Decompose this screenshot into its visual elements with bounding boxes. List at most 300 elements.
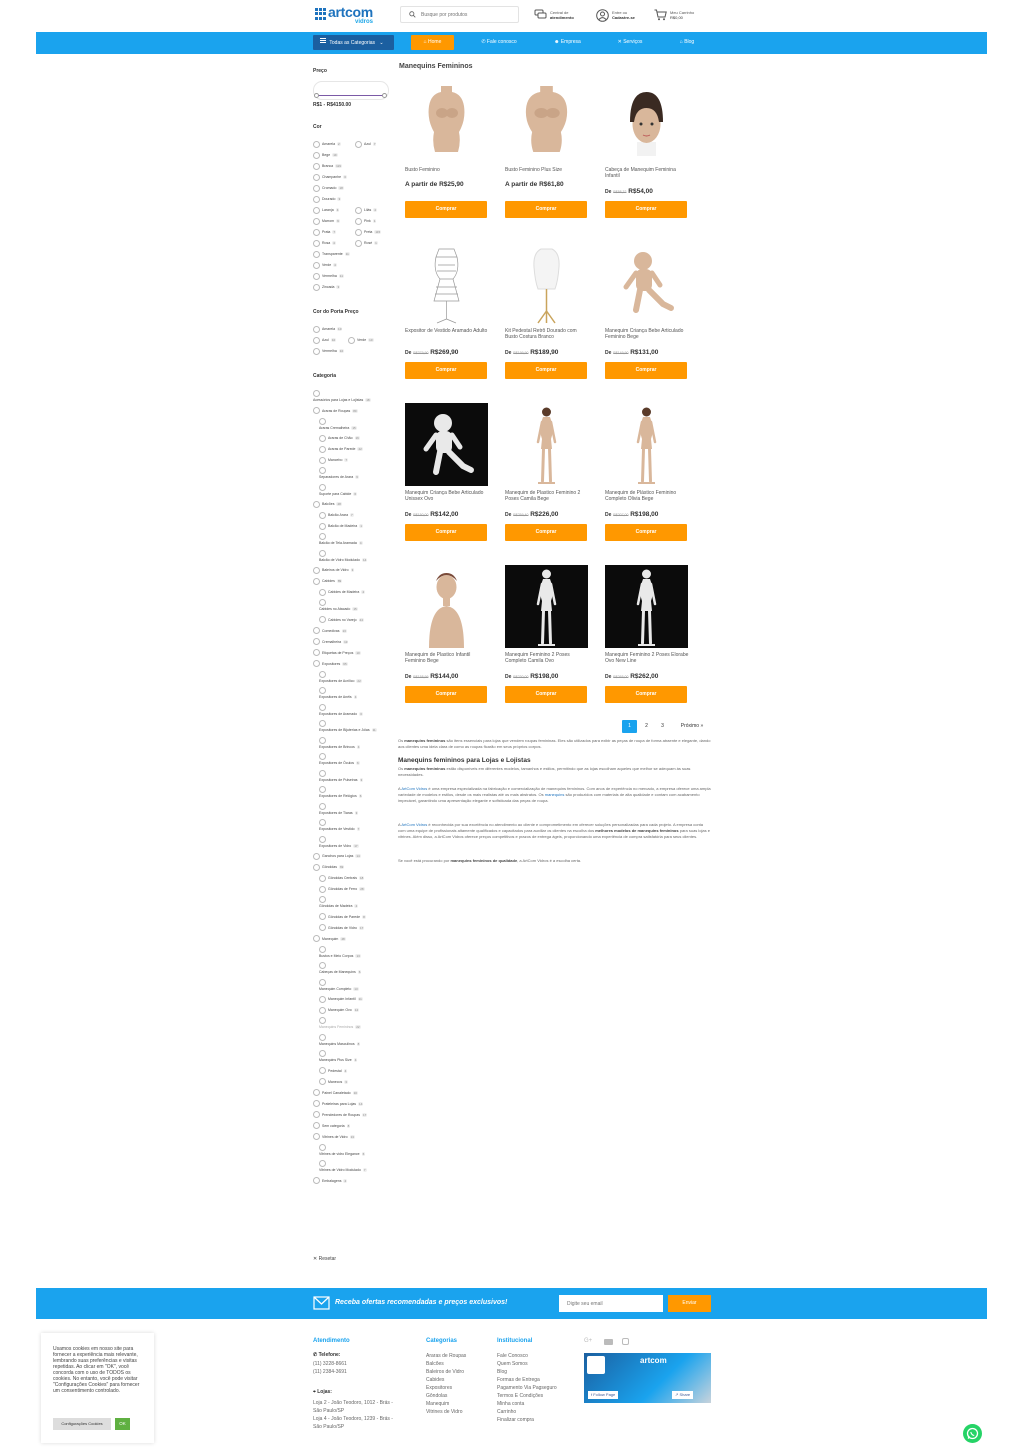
product-name[interactable]: Manequim de Plastico Feminino 2 Poses Camila Bege [505, 490, 581, 502]
filter-radio[interactable] [319, 418, 326, 425]
filter-option[interactable] [319, 445, 363, 453]
filter-option[interactable] [313, 173, 347, 181]
filter-option[interactable] [319, 962, 377, 974]
filter-option[interactable] [319, 522, 363, 530]
filter-option[interactable] [319, 434, 360, 442]
filter-option[interactable] [319, 737, 377, 749]
filter-option[interactable] [313, 1133, 355, 1141]
filter-option[interactable] [319, 786, 377, 798]
filter-option[interactable] [313, 1089, 358, 1097]
filter-option[interactable] [313, 162, 342, 170]
filter-radio[interactable] [319, 1017, 326, 1024]
filter-option[interactable] [319, 836, 377, 848]
filter-option[interactable] [313, 228, 336, 236]
cart-link[interactable] [654, 9, 704, 23]
product-name[interactable]: Manequim Criança Bebe Articulado Feminino Bege [605, 328, 684, 340]
filter-option[interactable] [313, 566, 354, 574]
footer-category-link[interactable]: Manequim [426, 1401, 450, 1407]
newsletter-email-input[interactable] [559, 1295, 663, 1312]
filter-radio[interactable] [319, 737, 326, 744]
footer-category-link[interactable]: Gôndolas [426, 1393, 448, 1399]
filter-radio[interactable] [319, 1067, 326, 1074]
filter-radio[interactable] [319, 1144, 326, 1151]
cart-label: Meu Carrinho [670, 10, 695, 15]
footer-category-link[interactable]: Expositores [426, 1385, 453, 1391]
footer-institucional-link[interactable]: Pagamento Via Pagseguro [497, 1385, 557, 1391]
buy-button[interactable]: Comprar [605, 524, 687, 541]
product-image[interactable] [405, 565, 488, 648]
product-image[interactable] [405, 80, 488, 163]
footer-phone-1[interactable]: (11) 3228-8661 [313, 1361, 347, 1367]
filter-radio[interactable] [313, 251, 320, 258]
filter-label: Pedestal [328, 1068, 342, 1073]
filter-radio[interactable] [319, 1050, 326, 1057]
filter-radio[interactable] [313, 1089, 320, 1096]
site-logo[interactable] [315, 6, 385, 26]
filter-radio[interactable] [313, 185, 320, 192]
old-price: R$199,90 [513, 351, 529, 355]
buy-button[interactable]: Comprar [605, 686, 687, 703]
filter-option[interactable] [319, 1006, 359, 1014]
buy-button[interactable]: Comprar [605, 362, 687, 379]
product-name[interactable]: Manequim de Plástico Feminino Completo Olivia Bege [605, 490, 677, 502]
filter-option[interactable] [313, 660, 348, 668]
footer-institucional-link[interactable]: Fale Conosco [497, 1353, 528, 1359]
filter-option[interactable] [348, 336, 374, 344]
filter-radio[interactable] [313, 407, 320, 414]
filter-radio[interactable] [355, 141, 362, 148]
filter-option[interactable] [319, 599, 377, 611]
filter-radio[interactable] [313, 1133, 320, 1140]
filter-option[interactable] [319, 946, 377, 958]
filter-option[interactable] [313, 1111, 367, 1119]
old-price: R$379,90 [413, 351, 429, 355]
filter-option[interactable] [313, 500, 342, 508]
filter-radio[interactable] [313, 229, 320, 236]
filter-radio[interactable] [313, 627, 320, 634]
filter-radio[interactable] [319, 803, 326, 810]
filter-option[interactable] [313, 325, 342, 333]
filter-radio[interactable] [319, 484, 326, 491]
filter-radio[interactable] [313, 1111, 320, 1118]
filter-radio[interactable] [319, 924, 326, 931]
filter-label: Azul [322, 338, 329, 342]
filter-radio[interactable] [319, 720, 326, 727]
footer-institucional-link[interactable]: Quem Somos [497, 1361, 528, 1367]
filter-option[interactable] [313, 195, 341, 203]
filter-option[interactable] [355, 140, 376, 148]
filter-option[interactable] [313, 184, 344, 192]
filter-radio[interactable] [319, 786, 326, 793]
buy-button[interactable]: Comprar [505, 524, 587, 541]
filter-option[interactable] [319, 1067, 347, 1075]
filter-count-badge: 15 [353, 607, 357, 611]
filter-radio[interactable] [319, 616, 326, 623]
filter-count-badge: 14 [363, 557, 367, 562]
filter-radio[interactable] [313, 501, 320, 508]
filter-radio[interactable] [313, 326, 320, 333]
filter-label: Gôndolas de Madeira [319, 904, 353, 908]
filter-option[interactable] [319, 1144, 377, 1156]
filter-option[interactable] [319, 819, 377, 831]
filter-option[interactable] [319, 687, 377, 699]
filter-option[interactable] [313, 1177, 347, 1185]
seo-paragraph-3: A ArtCom Vidros é uma empresa especializada na fabricação e comercialização de manequins femininos. Com anos de experiência no mercado, a empresa oferece uma ampla variedade de modelos e estilos, desde os mais realistas até os mais abstratos. Os manequins são produzidos com materiais de alta qualidade e contam com acabamento impecável, garantindo uma apresentação elegante e sofisticada das peças de roupa. [398, 786, 711, 803]
product-price [605, 349, 690, 356]
filter-option[interactable] [313, 852, 361, 860]
filter-label: Balcão de Vidro Modulado [319, 557, 360, 562]
filter-radio[interactable] [355, 207, 362, 214]
filter-radio[interactable] [313, 284, 320, 291]
filter-radio[interactable] [355, 218, 362, 225]
filter-label: Prata [322, 230, 331, 234]
footer-institucional-link[interactable]: Finalizar compra [497, 1417, 534, 1423]
filter-radio[interactable] [319, 819, 326, 826]
product-name[interactable]: Manequim de Plastico Infantil Feminino Bege [405, 652, 471, 664]
current-price: R$226,00 [530, 511, 559, 518]
filter-option[interactable] [313, 1122, 350, 1130]
filter-radio[interactable] [319, 996, 326, 1003]
filter-label: Expositores de Vidro [319, 843, 352, 848]
filter-option[interactable] [319, 896, 377, 908]
filter-option[interactable] [319, 1034, 377, 1046]
footer-institucional-link[interactable]: Carrinho [497, 1409, 517, 1415]
filter-radio[interactable] [313, 163, 320, 170]
newsletter-title: Receba ofertas recomendadas e preços exclusivos! [335, 1299, 508, 1306]
filter-option[interactable] [319, 550, 377, 562]
filter-option[interactable] [319, 418, 377, 430]
filter-radio[interactable] [319, 533, 326, 540]
filter-radio[interactable] [319, 886, 326, 893]
filter-radio[interactable] [313, 141, 320, 148]
filter-label: Araras de Parede [328, 447, 356, 451]
filter-option[interactable] [355, 228, 381, 236]
filter-label: Vitrines de vidro Elegance [319, 1151, 360, 1156]
filter-label: Gôndolas [322, 865, 337, 869]
price-slider[interactable] [313, 81, 389, 100]
filter-radio[interactable] [319, 589, 326, 596]
instagram-icon[interactable] [622, 1338, 629, 1345]
filter-radio[interactable] [319, 1007, 326, 1014]
filter-radio[interactable] [319, 1078, 326, 1085]
filter-radio[interactable] [319, 599, 326, 606]
filter-option[interactable] [319, 671, 377, 683]
filter-radio[interactable] [319, 979, 326, 986]
filter-label: Expositores de Anéis [319, 695, 352, 699]
page-1-button[interactable]: 1 [622, 720, 637, 733]
filter-radio[interactable] [319, 1160, 326, 1167]
filter-count-badge: 22 [358, 447, 362, 451]
logo-grid-icon [315, 8, 327, 20]
filter-radio[interactable] [319, 875, 326, 882]
buy-button[interactable]: Comprar [405, 686, 487, 703]
filter-option[interactable] [319, 979, 377, 991]
filter-option[interactable] [319, 924, 364, 932]
filter-radio[interactable] [348, 337, 355, 344]
product-name[interactable]: Kit Pedestal Retrô Dourado com Busto Costura Branco [505, 328, 577, 340]
filter-count-badge: 11 [358, 997, 362, 1001]
nav-services[interactable] [610, 35, 650, 50]
youtube-icon[interactable] [604, 1339, 613, 1345]
filter-radio[interactable] [319, 457, 326, 464]
artcom-link-2[interactable]: ArtCom Vidros [401, 822, 428, 827]
product-card [399, 565, 492, 715]
filter-option[interactable] [319, 1078, 348, 1086]
filter-option[interactable] [319, 874, 364, 882]
product-image[interactable] [505, 241, 588, 324]
newsletter-submit-button[interactable]: Enviar [668, 1295, 711, 1312]
filter-radio[interactable] [313, 348, 320, 355]
filter-count-badge: 10 [338, 327, 342, 331]
filter-radio[interactable] [313, 152, 320, 159]
filter-radio[interactable] [313, 638, 320, 645]
product-image[interactable] [605, 565, 688, 648]
filter-option[interactable] [319, 484, 377, 496]
filter-radio[interactable] [319, 550, 326, 557]
footer-institucional-link[interactable]: Formas de Entrega [497, 1377, 540, 1383]
buy-button[interactable]: Comprar [505, 686, 587, 703]
filter-option[interactable] [319, 467, 377, 479]
filter-option[interactable] [313, 217, 340, 225]
buy-button[interactable]: Comprar [405, 524, 487, 541]
filter-radio[interactable] [319, 704, 326, 711]
filter-radio[interactable] [319, 687, 326, 694]
product-image[interactable] [405, 241, 488, 324]
product-image[interactable] [505, 403, 588, 486]
filter-count-badge: 7 [363, 1168, 366, 1172]
filter-option[interactable] [319, 456, 348, 464]
filter-option[interactable] [313, 407, 358, 415]
filter-radio[interactable] [319, 946, 326, 953]
filter-count-badge: 1 [375, 241, 377, 245]
product-image[interactable] [505, 80, 588, 163]
current-price: R$54,00 [628, 188, 653, 195]
filter-radio[interactable] [319, 962, 326, 969]
filter-radio[interactable] [319, 836, 326, 843]
filter-count-badge: 10 [369, 338, 373, 342]
filter-radio[interactable] [313, 207, 320, 214]
seo-paragraph-4: A ArtCom Vidros é reconhecida por sua excelência no atendimento ao cliente e comprometimento em oferecer soluções personalizadas para cada projeto. A empresa conta com uma equipe de profissionais altamente qualificados e capacitados para auxiliar os clientes na escolha dos melhores modelos de manequins femininos para suas lojas e vitrines. Além disso, a ArtCom Vidros oferece preços competitivos e prazos de entrega ágeis, proporcionando uma experiência de compra satisfatória para seus clientes. [398, 822, 710, 839]
filter-option[interactable] [319, 1050, 377, 1062]
footer-category-link[interactable]: Vitrines de Vidro [426, 1409, 463, 1415]
filter-radio[interactable] [319, 512, 326, 519]
filter-option[interactable] [313, 627, 347, 635]
old-price: R$207,00 [613, 513, 629, 517]
filter-option[interactable] [313, 638, 348, 646]
whatsapp-button[interactable] [963, 1424, 982, 1443]
filter-option[interactable] [313, 272, 344, 280]
filter-option[interactable] [319, 913, 366, 921]
nav-home[interactable] [411, 35, 454, 50]
filter-radio[interactable] [313, 1177, 320, 1184]
filter-option[interactable] [313, 206, 339, 214]
filter-radio[interactable] [313, 649, 320, 656]
facebook-page-widget[interactable] [584, 1353, 711, 1403]
filter-radio[interactable] [355, 240, 362, 247]
cookie-settings-button[interactable]: Configurações Cookies [53, 1418, 111, 1430]
seo-paragraph-5: Se você está procurando por manequins femininos de qualidade, a ArtCom Vidros é a escolha certa. [398, 858, 582, 863]
filter-label: Champanhe [322, 175, 342, 179]
product-image[interactable] [605, 403, 688, 486]
product-name[interactable]: Busto Feminino Plus Size [505, 167, 562, 173]
artcom-link[interactable]: ArtCom Vidros [401, 786, 428, 791]
support-link[interactable] [534, 9, 589, 23]
filter-radio[interactable] [319, 770, 326, 777]
product-name[interactable]: Busto Feminino [405, 167, 440, 173]
filter-radio[interactable] [313, 853, 320, 860]
account-link[interactable] [596, 9, 646, 23]
filter-option[interactable] [313, 140, 341, 148]
filter-radio[interactable] [319, 1034, 326, 1041]
filter-radio[interactable] [313, 240, 320, 247]
footer-institucional-link[interactable]: Minha conta [497, 1401, 525, 1407]
filter-option[interactable] [319, 588, 365, 596]
product-name[interactable]: Manequim Criança Bebe Articulado Unissex Ovo [405, 490, 484, 502]
filter-radio[interactable] [313, 864, 320, 871]
footer-category-link[interactable]: Cabides [426, 1377, 445, 1383]
filter-option[interactable] [313, 283, 340, 291]
filter-count-badge: 44 [359, 617, 363, 622]
nav-blog[interactable] [671, 35, 703, 50]
filter-radio[interactable] [355, 229, 362, 236]
filter-option[interactable] [319, 803, 377, 815]
filter-radio[interactable] [319, 523, 326, 530]
price-prefix: De [505, 512, 512, 518]
filter-option[interactable] [313, 239, 336, 247]
buy-button[interactable]: Comprar [505, 362, 587, 379]
filter-option[interactable] [319, 1017, 377, 1029]
filter-radio[interactable] [313, 390, 320, 397]
filter-label: Verde [357, 338, 367, 342]
filter-radio[interactable] [313, 567, 320, 574]
buy-button[interactable]: Comprar [505, 201, 587, 218]
filter-option[interactable] [313, 347, 344, 355]
search-box[interactable] [400, 6, 519, 23]
cookie-ok-button[interactable]: OK [115, 1418, 130, 1430]
filter-radio[interactable] [313, 935, 320, 942]
filter-option[interactable] [313, 151, 338, 159]
filter-radio[interactable] [313, 273, 320, 280]
filter-option[interactable] [319, 753, 377, 765]
page-2-button[interactable]: 2 [645, 723, 648, 729]
filter-option[interactable] [319, 533, 377, 545]
filter-radio[interactable] [319, 435, 326, 442]
filter-label: Cabides de Madeira [328, 590, 360, 594]
account-label-2: Cadastre-se [612, 15, 635, 20]
filter-option[interactable] [319, 720, 377, 732]
footer-atendimento-title: Atendimento [313, 1338, 350, 1344]
filter-option[interactable] [313, 649, 361, 657]
filter-option[interactable] [313, 261, 337, 269]
color-filter-title: Cor [313, 124, 322, 130]
product-image[interactable] [605, 80, 688, 163]
reset-filters-button[interactable] [313, 1256, 336, 1262]
fb-widget-brand: artcom [640, 1356, 667, 1365]
filter-radio[interactable] [313, 218, 320, 225]
filter-option[interactable] [355, 239, 378, 247]
filter-radio[interactable] [313, 337, 320, 344]
fb-share-button[interactable]: ↗ Share [672, 1391, 693, 1399]
filter-radio[interactable] [319, 467, 326, 474]
product-card [499, 403, 592, 553]
footer-institucional-link[interactable]: Termos E Condições [497, 1393, 544, 1399]
price-slider-min-handle[interactable] [314, 93, 319, 98]
filter-option[interactable] [319, 770, 377, 782]
filter-option[interactable] [313, 935, 346, 943]
filter-option[interactable] [319, 704, 377, 716]
footer-institucional-link[interactable]: Blog [497, 1369, 508, 1375]
product-image[interactable] [605, 241, 688, 324]
filter-option[interactable] [313, 1100, 363, 1108]
filter-option[interactable] [319, 995, 363, 1003]
product-image[interactable] [405, 403, 488, 486]
buy-button[interactable]: Comprar [405, 201, 487, 218]
manequins-link[interactable]: manequins [544, 792, 565, 797]
nav-contact[interactable] [470, 35, 528, 50]
search-input[interactable] [421, 9, 516, 20]
product-name[interactable]: Cabeça de Manequim Feminina Infantil [605, 167, 676, 179]
current-price: R$131,00 [630, 349, 659, 356]
filter-option[interactable] [319, 616, 364, 624]
filter-option[interactable] [313, 390, 371, 402]
filter-option[interactable] [319, 1160, 377, 1172]
product-name[interactable]: Expositor de Vestido Aramado Adulto [405, 328, 488, 334]
filter-option[interactable] [355, 206, 377, 214]
google-plus-icon[interactable]: G+ [584, 1338, 593, 1344]
nav-company[interactable] [545, 35, 590, 50]
product-image[interactable] [505, 565, 588, 648]
filter-option[interactable] [313, 577, 342, 585]
footer-category-link[interactable]: Balcões [426, 1361, 444, 1367]
filter-radio[interactable] [319, 896, 326, 903]
filter-option[interactable] [313, 250, 350, 258]
filter-radio[interactable] [319, 753, 326, 760]
filter-radio[interactable] [313, 174, 320, 181]
filter-radio[interactable] [313, 196, 320, 203]
filter-radio[interactable] [319, 913, 326, 920]
filter-radio[interactable] [319, 671, 326, 678]
filter-radio[interactable] [319, 446, 326, 453]
footer-phone-2[interactable]: (11) 2384-3691 [313, 1369, 347, 1375]
footer-category-link[interactable]: Araras de Roupas [426, 1353, 467, 1359]
filter-radio[interactable] [313, 660, 320, 667]
fb-follow-button[interactable]: f Follow Page [588, 1391, 618, 1399]
page-3-button[interactable]: 3 [661, 723, 664, 729]
filter-count-badge: 4 [344, 1068, 347, 1073]
footer-category-link[interactable]: Baleiros de Vidro [426, 1369, 464, 1375]
old-price: R$150,00 [413, 513, 429, 517]
filter-option[interactable] [313, 863, 344, 871]
filter-radio[interactable] [313, 1122, 320, 1129]
product-name[interactable]: Manequim Feminino 2 Poses Elorabe Ovo New Line [605, 652, 689, 664]
filter-option[interactable] [355, 217, 376, 225]
price-slider-max-handle[interactable] [382, 93, 387, 98]
filter-radio[interactable] [313, 1100, 320, 1107]
filter-label: Bustos e Meio Corpos [319, 953, 354, 958]
buy-button[interactable]: Comprar [405, 362, 487, 379]
filter-option[interactable] [319, 885, 365, 893]
filter-radio[interactable] [313, 578, 320, 585]
filter-option[interactable] [313, 336, 336, 344]
logo-subtitle: vidros [355, 19, 374, 25]
all-categories-button[interactable] [313, 35, 394, 50]
filter-option[interactable] [319, 511, 354, 519]
product-name[interactable]: Manequim Feminino 2 Poses Completo Camila Ovo [505, 652, 570, 664]
next-page-button[interactable]: Próximo » [680, 723, 704, 729]
buy-button[interactable]: Comprar [605, 201, 687, 218]
price-prefix: De [605, 512, 612, 518]
filter-radio[interactable] [313, 262, 320, 269]
